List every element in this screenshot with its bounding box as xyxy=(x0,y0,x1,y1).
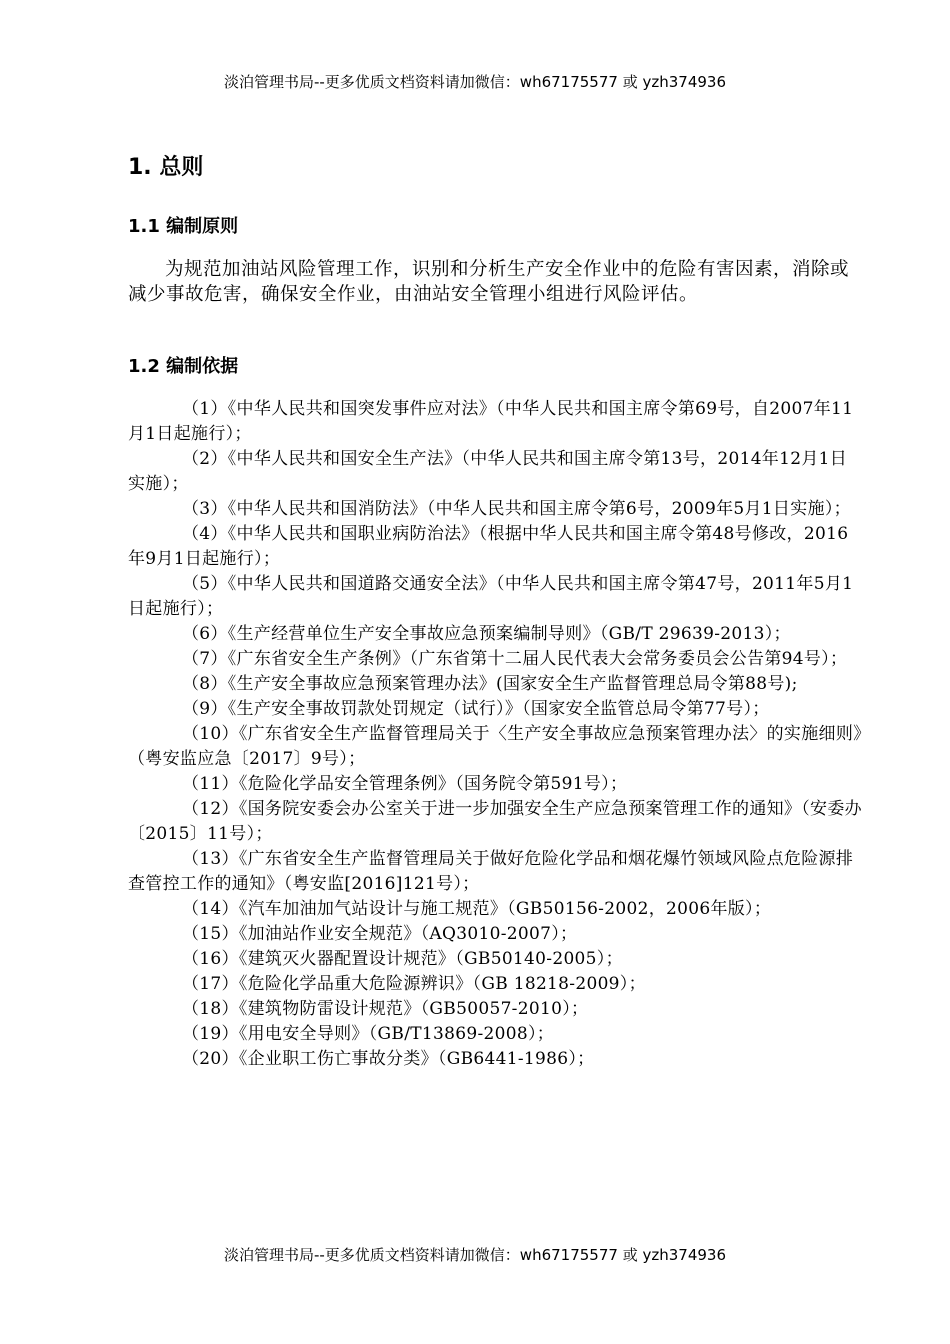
reference-item: （14）《汽车加油加气站设计与施工规范》（GB50156-2002，2006年版）； xyxy=(182,899,772,919)
reference-item: （2）《中华人民共和国安全生产法》（中华人民共和国主席令第13号，2014年12月1日实施）； xyxy=(128,449,848,494)
page-footer: 淡泊管理书局--更多优质文档资料请加微信：wh67175577 或 yzh374936 xyxy=(223,1246,726,1264)
page-header: 淡泊管理书局--更多优质文档资料请加微信：wh67175577 或 yzh374936 xyxy=(223,73,726,91)
reference-item: （11）《危险化学品安全管理条例》（国务院令第591号）； xyxy=(182,774,628,794)
basis-reference-list xyxy=(128,397,862,1072)
reference-item: （6）《生产经营单位生产安全事故应急预案编制导则》（GB/T 29639-2013）； xyxy=(182,624,791,644)
reference-item: （18）《建筑物防雷设计规范》（GB50057-2010）； xyxy=(182,999,589,1019)
reference-item: （3）《中华人民共和国消防法》（中华人民共和国主席令第6号，2009年5月1日实施）； xyxy=(182,499,851,519)
reference-item: （9）《生产安全事故罚款处罚规定（试行）》（国家安全监管总局令第77号）； xyxy=(182,699,770,719)
principles-paragraph: 为规范加油站风险管理工作，识别和分析生产安全作业中的危险有害因素，消除或减少事故危害，确保安全作业，由油站安全管理小组进行风险评估。 xyxy=(128,259,850,305)
reference-item: （5）《中华人民共和国道路交通安全法》（中华人民共和国主席令第47号，2011年5月1日起施行）； xyxy=(128,574,854,619)
subsection-title-basis: 1.2 编制依据 xyxy=(128,356,239,377)
reference-item: （10）《广东省安全生产监督管理局关于〈生产安全事故应急预案管理办法〉的实施细则》（粤安监应急〔2017〕9号）； xyxy=(128,724,862,769)
reference-item: （19）《用电安全导则》（GB/T13869-2008）； xyxy=(182,1024,555,1044)
reference-item: （20）《企业职工伤亡事故分类》（GB6441-1986）； xyxy=(182,1049,595,1069)
reference-item: （13）《广东省安全生产监督管理局关于做好危险化学品和烟花爆竹领域风险点危险源排查管控工作的通知》（粤安监[2016]121号）； xyxy=(128,849,854,894)
reference-item: （17）《危险化学品重大危险源辨识》（GB 18218-2009）； xyxy=(182,974,646,994)
reference-item: （8）《生产安全事故应急预案管理办法》(国家安全生产监督管理总局令第88号); xyxy=(182,674,798,694)
reference-item: （12）《国务院安委会办公室关于进一步加强安全生产应急预案管理工作的通知》（安委办〔2015〕11号）； xyxy=(128,799,862,844)
section-title: 1. 总则 xyxy=(128,155,204,180)
reference-item: （15）《加油站作业安全规范》（AQ3010-2007）； xyxy=(182,924,578,944)
reference-item: （7）《广东省安全生产条例》（广东省第十二届人民代表大会常务委员会公告第94号）； xyxy=(182,649,848,669)
subsection-title-principles: 1.1 编制原则 xyxy=(128,216,239,237)
reference-item: （4）《中华人民共和国职业病防治法》（根据中华人民共和国主席令第48号修改，2016年9月1日起施行）； xyxy=(128,524,849,569)
reference-item: （16）《建筑灭火器配置设计规范》（GB50140-2005）； xyxy=(182,949,623,969)
reference-item: （1）《中华人民共和国突发事件应对法》（中华人民共和国主席令第69号，自2007年11月1日起施行）； xyxy=(128,399,854,444)
